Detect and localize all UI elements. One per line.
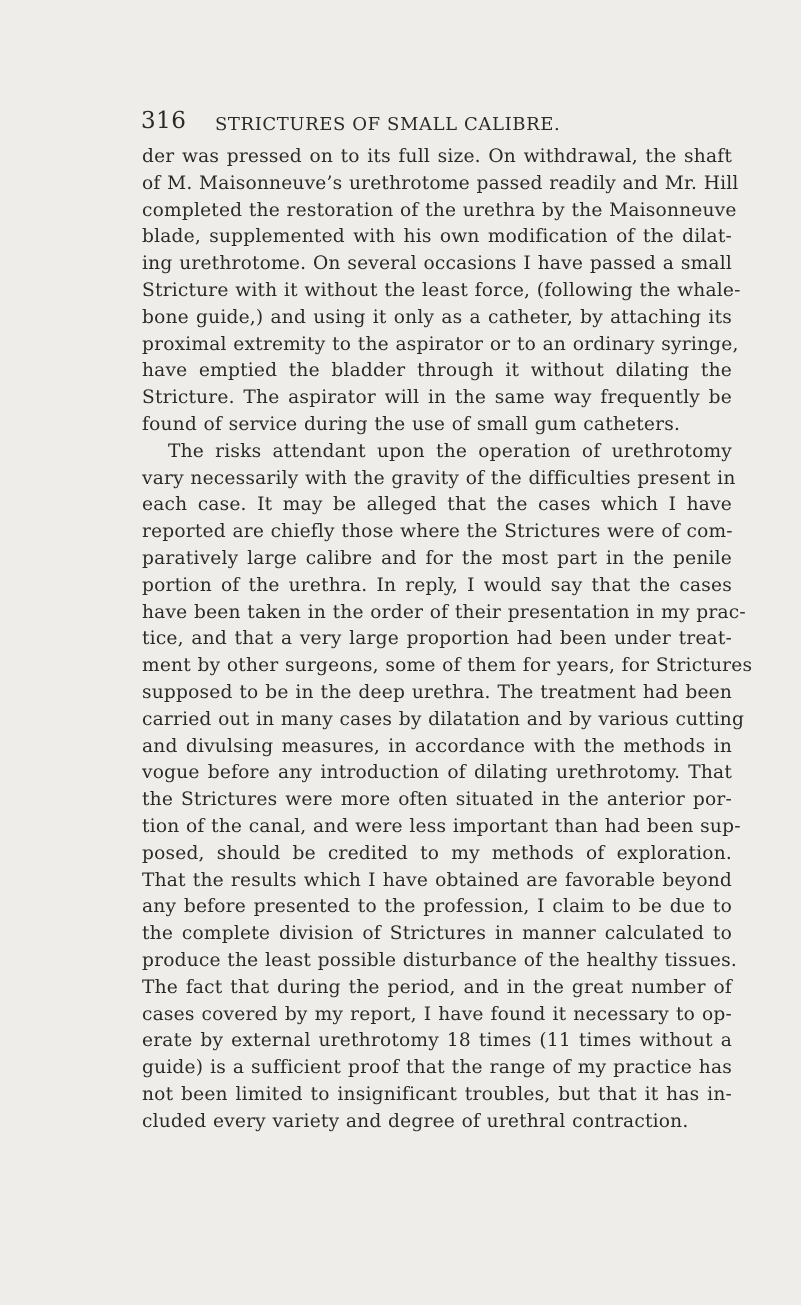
text-line: not been limited to insignificant troubles, but that it has in- bbox=[142, 1083, 732, 1105]
text-line: have been taken in the order of their presentation in my prac- bbox=[142, 601, 746, 623]
text-line: vary necessarily with the gravity of the difficulties present in bbox=[142, 467, 736, 489]
text-line: produce the least possible disturbance of the healthy tissues. bbox=[142, 949, 737, 971]
text-line: The fact that during the period, and in the great number of bbox=[142, 976, 732, 998]
running-title: STRICTURES OF SMALL CALIBRE. bbox=[215, 114, 561, 135]
text-line: guide) is a sufficient proof that the range of my practice has bbox=[142, 1057, 732, 1079]
running-head bbox=[141, 108, 741, 142]
text-line: posed, should be credited to my methods of exploration. bbox=[142, 842, 732, 864]
text-line: reported are chiefly those where the Strictures were of com- bbox=[142, 521, 733, 543]
page-number: 316 bbox=[141, 108, 187, 134]
body-text bbox=[142, 144, 753, 1135]
text-line: of M. Maisonneuve’s urethrotome passed readily and Mr. Hill bbox=[142, 172, 739, 194]
text-line: have emptied the bladder through it without dilating the bbox=[142, 360, 732, 382]
text-line: ment by other surgeons, some of them for years, for Strictures bbox=[142, 655, 753, 677]
text-line: tion of the canal, and were less important than had been sup- bbox=[142, 815, 741, 837]
text-line: the complete division of Strictures in manner calculated to bbox=[142, 923, 732, 945]
text-line: bone guide,) and using it only as a catheter, by attaching its bbox=[142, 306, 732, 328]
text-line: and divulsing measures, in accordance with the methods in bbox=[142, 735, 732, 757]
text-line: proximal extremity to the aspirator or to an ordinary syringe, bbox=[142, 333, 739, 355]
text-line: That the results which I have obtained are favorable beyond bbox=[142, 869, 732, 891]
text-line: each case. It may be alleged that the cases which I have bbox=[142, 494, 732, 516]
text-line: tice, and that a very large proportion had been under treat- bbox=[142, 628, 732, 650]
text-line: The risks attendant upon the operation of urethrotomy bbox=[168, 440, 732, 462]
text-line: cluded every variety and degree of urethral contraction. bbox=[142, 1110, 689, 1132]
text-line: der was pressed on to its full size. On withdrawal, the shaft bbox=[142, 146, 732, 167]
text-line: supposed to be in the deep urethra. The treatment had been bbox=[142, 681, 732, 703]
text-line: paratively large calibre and for the most part in the penile bbox=[142, 547, 732, 569]
text-line: found of service during the use of small gum catheters. bbox=[142, 413, 681, 435]
text-line: cases covered by my report, I have found it necessary to op- bbox=[142, 1003, 732, 1025]
text-line: erate by external urethrotomy 18 times (11 times without a bbox=[142, 1030, 732, 1052]
text-line: ing urethrotome. On several occasions I have passed a small bbox=[142, 253, 732, 275]
text-line: any before presented to the profession, I claim to be due to bbox=[142, 896, 732, 918]
text-line: carried out in many cases by dilatation and by various cutting bbox=[142, 708, 745, 730]
text-line: completed the restoration of the urethra by the Maisonneuve bbox=[142, 199, 737, 221]
text-line: blade, supplemented with his own modification of the dilat- bbox=[142, 226, 732, 248]
text-line: vogue before any introduction of dilating urethrotomy. That bbox=[142, 762, 732, 784]
text-line: Stricture. The aspirator will in the same way frequently be bbox=[142, 387, 732, 409]
text-line: portion of the urethra. In reply, I would say that the cases bbox=[142, 574, 732, 596]
text-line: Stricture with it without the least force, (following the whale- bbox=[142, 279, 741, 301]
text-line: the Strictures were more often situated in the anterior por- bbox=[142, 789, 732, 811]
